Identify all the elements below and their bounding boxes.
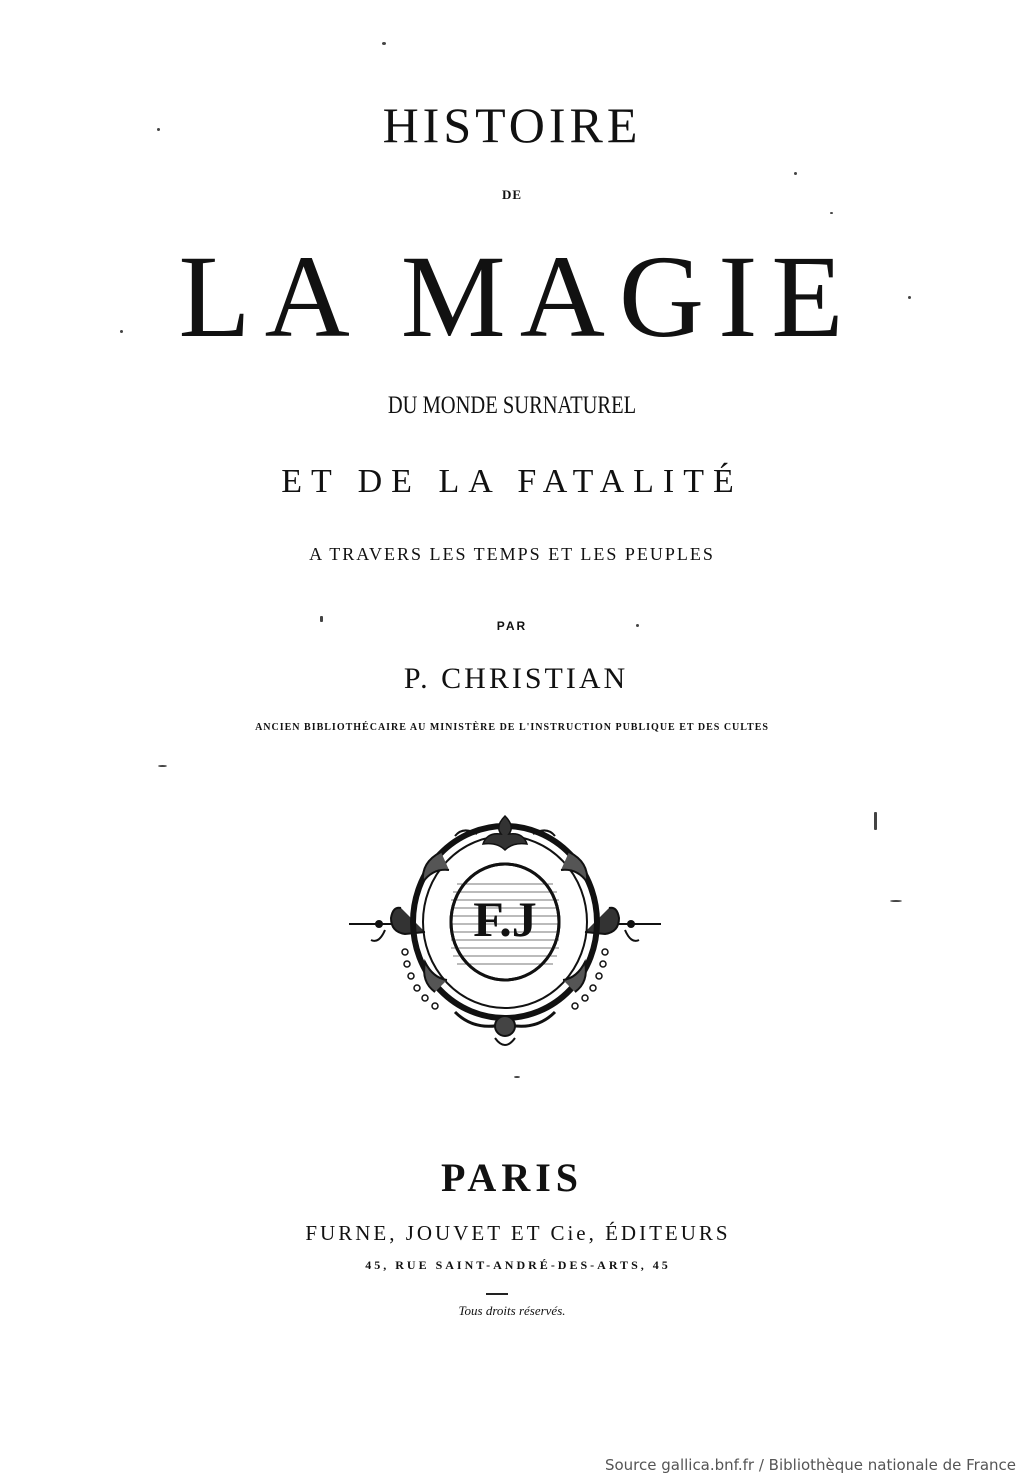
rights-notice: Tous droits réservés. (458, 1303, 566, 1318)
title-de: DE (501, 187, 523, 202)
source-credit: Source gallica.bnf.fr / Bibliothèque nationale de France (604, 1456, 1016, 1474)
title-la-magie: LA MAGIE (178, 231, 858, 362)
scan-speck (320, 616, 323, 622)
title-histoire: HISTOIRE (382, 97, 642, 153)
scan-speck (874, 812, 877, 830)
by-label: PAR (496, 619, 528, 633)
author-name: P. CHRISTIAN (403, 662, 629, 695)
scan-speck (794, 172, 797, 175)
scan-speck (157, 128, 160, 131)
scan-speck (636, 624, 639, 627)
scan-speck (158, 765, 167, 767)
divider-rule (486, 1293, 508, 1295)
subtitle-fatalite: ET DE LA FATALITÉ (281, 463, 743, 500)
author-title: ANCIEN BIBLIOTHÉCAIRE AU MINISTÈRE DE L'INSTRUCTION PUBLIQUE ET DES CULTES (255, 722, 769, 733)
scan-speck (382, 42, 386, 45)
scan-speck (830, 212, 833, 214)
emblem-monogram: F.J (473, 891, 537, 947)
city-paris: PARIS (440, 1155, 584, 1200)
scan-speck (120, 330, 123, 333)
publisher-name: FURNE, JOUVET ET Cie, ÉDITEURS (305, 1221, 731, 1245)
subtitle-monde-surnaturel: DU MONDE SURNATUREL (387, 392, 637, 419)
scan-speck (514, 1076, 520, 1078)
scan-speck (908, 296, 911, 299)
publisher-address: 45, RUE SAINT-ANDRÉ-DES-ARTS, 45 (365, 1258, 671, 1272)
subtitle-travers: A TRAVERS LES TEMPS ET LES PEUPLES (309, 544, 715, 564)
scan-speck (890, 900, 902, 902)
